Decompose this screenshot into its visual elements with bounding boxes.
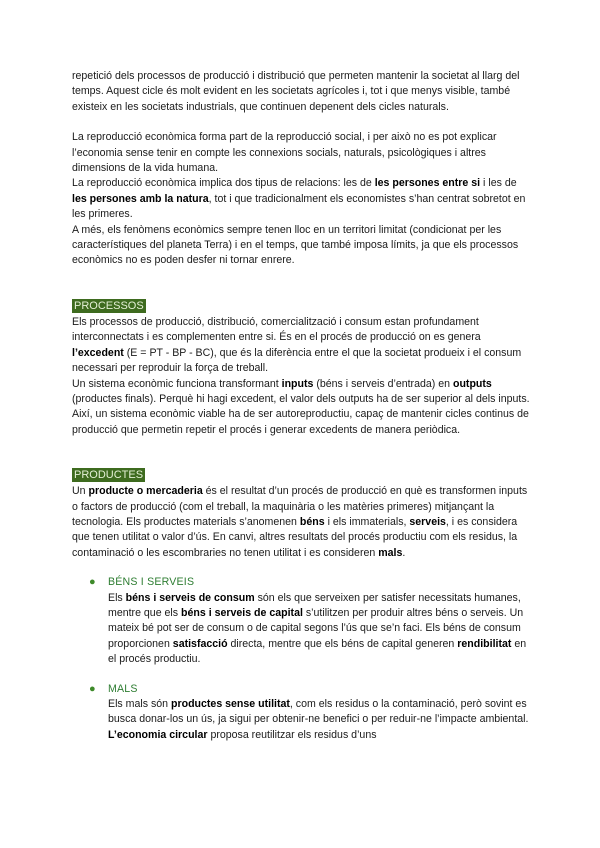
bold-term: satisfacció [172, 637, 228, 650]
list-item-text: Els béns i serveis de consum són els que serveixen per satisfer necessitats humanes, mentre que els béns i serveis de capital s’utilitzen per produir altres béns o serveis. Un mateix bé pot ser de consum o de capital segons l’ús que se’n faci. Els béns de consum proporcionen satisfacció directa, mentre que els béns de capital generen rendibilitat en el procés productiu. [108, 591, 527, 666]
section-heading-processos: PROCESSOS [74, 299, 144, 312]
bullet-dot-icon: ● [89, 576, 96, 589]
intro-paragraph-1: repetició dels processos de producció i distribució que permeten mantenir la societat al llarg del temps. Aquest cicle és molt evident en les societats agrícoles i, tot i que menys visible, també existeix en les societats industrials, que continuen depenent dels cicles naturals. [72, 70, 520, 113]
bold-term: béns i serveis de consum [125, 591, 255, 604]
bold-term: béns [299, 515, 325, 528]
list-item-title: BÉNS I SERVEIS [108, 576, 195, 589]
intro-paragraph-4: A més, els fenòmens econòmics sempre tenen lloc en un territori limitat (condicionat per les característiques del planeta Terra) i en el temps, que també imposa límits, ja que els processos econòmics no es poden desfer ni tornar enrere. [72, 223, 519, 267]
processos-paragraph-2: Un sistema econòmic funciona transformant inputs (béns i serveis d’entrada) en outputs (productes finals). Perquè hi hagi excedent, el valor dels outputs ha de ser superior al dels inputs. [72, 377, 530, 405]
bold-term: béns i serveis de capital [181, 606, 303, 619]
intro-paragraph-2: La reproducció econòmica forma part de la reproducció social, i per això no es pot explicar l’economia sense tenir en compte les connexions socials, naturals, psicològiques i altres dimensions de la vida humana. [72, 131, 497, 175]
bold-term: L’economia circular [108, 728, 208, 741]
bold-term: producte o mercaderia [88, 485, 203, 498]
bold-term: l’excedent [72, 346, 124, 359]
processos-paragraph-1: Els processos de producció, distribució, comercialització i consum estan profundament interconnectats i es complementen entre si. És en el procés de producció on es genera l’excedent (E = PT - BP - BC), que és la diferència entre el que la societat produeix i el consum necessari per reproduir la força de treball. [72, 315, 522, 375]
bold-term: outputs [452, 377, 492, 390]
bold-term: les persones amb la natura [72, 192, 209, 205]
bold-term: inputs [281, 377, 314, 390]
list-item-text: Els mals són productes sense utilitat, com els residus o la contaminació, però sovint es busca donar-los un ús, ja sigui per obtenir-ne benefici o per reduir-ne l’impacte ambiental. L’economia circular proposa reutilitzar els residus d’uns [108, 698, 529, 741]
bold-term: serveis [409, 515, 446, 528]
intro-paragraph-3: La reproducció econòmica implica dos tipus de relacions: les de les persones entre si i les de les persones amb la natura, tot i que tradicionalment els economistes s’han centrat sobretot en les primeres. [72, 177, 526, 221]
list-item-mals [72, 682, 530, 744]
bold-term: rendibilitat [457, 637, 512, 650]
list-item-bens-i-serveis [72, 575, 530, 667]
list-item-title: MALS [108, 682, 138, 695]
section-heading-productes: PRODUCTES [74, 469, 144, 482]
bold-term: productes sense utilitat [171, 698, 290, 710]
bold-term: mals [378, 546, 403, 559]
document-page [72, 69, 530, 743]
bullet-dot-icon: ● [89, 682, 96, 695]
processos-paragraph-3: Així, un sistema econòmic viable ha de ser autoreproductiu, capaç de mantenir cicles continus de producció que permetin repetir el procés i generar excedents de manera periòdica. [72, 408, 529, 436]
productes-paragraph-1: Un producte o mercaderia és el resultat d’un procés de producció en què es transformen inputs o factors de producció (com el treball, la maquinària o les matèries primeres) mitjançant la tecnologia. Els productes materials s’anomenen béns i els immaterials, serveis, i es considera que tenen utilitat o valor d’ús. En canvi, altres resultats del procés productiu com els residus, la contaminació o les escombraries no tenen utilitat i es consideren mals. [72, 485, 528, 559]
product-types-list [72, 575, 530, 743]
bold-term: les persones entre si [374, 177, 481, 190]
